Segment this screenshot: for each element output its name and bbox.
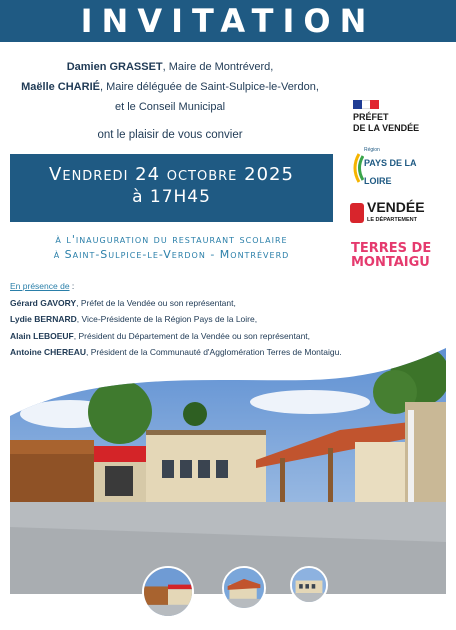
vendee-logo xyxy=(350,200,446,226)
terres-de-montaigu-logo xyxy=(351,242,431,270)
host-line-3: et le Conseil Municipal xyxy=(114,101,226,113)
host-line-1 xyxy=(0,57,340,77)
school-restaurant-photo xyxy=(10,342,446,594)
host-name-1: Damien GRASSET xyxy=(66,61,163,73)
guest-line xyxy=(10,295,450,312)
host-name-2: Maëlle CHARIÉ xyxy=(21,81,100,93)
invite-line: ont le plaisir de vous convier xyxy=(97,129,243,141)
prefet-line-1: PRÉFET xyxy=(353,112,389,122)
hosts-block xyxy=(0,57,340,117)
prefet-logo xyxy=(353,100,443,134)
region-small-label: Région xyxy=(363,147,380,153)
event-date: Vendredi 24 octobre 2025 xyxy=(49,164,294,185)
region-swoosh-icon xyxy=(350,153,364,183)
region-name: PAYS DE LA LOIRE xyxy=(363,158,417,186)
guest-name: Gérard GAVORY xyxy=(10,297,77,308)
region-logo xyxy=(350,147,446,186)
guest-line xyxy=(10,311,450,328)
vendee-heart-icon xyxy=(350,203,364,223)
prefet-line-2: DE LA VENDÉE xyxy=(353,123,420,133)
host-role-1: , Maire de Montréverd, xyxy=(162,61,274,73)
thumbnail-photo-1 xyxy=(142,566,194,618)
guest-name: Alain LEBOEUF xyxy=(10,330,74,341)
terres-line-1: TERRES DE xyxy=(351,241,432,256)
guest-role: , Président de la Communauté d'Agglomération Terres de Montaigu. xyxy=(86,347,342,357)
host-line-2 xyxy=(0,77,340,97)
guest-name: Lydie BERNARD xyxy=(10,314,77,324)
vendee-subtitle: LE DÉPARTEMENT xyxy=(367,216,418,223)
header-banner xyxy=(0,0,456,42)
event-description xyxy=(0,232,343,262)
presence-title: En présence de xyxy=(10,281,70,291)
thumbnail-photo-2 xyxy=(222,566,266,610)
guest-role: , Vice-Présidente de la Région Pays de la Loire, xyxy=(76,314,258,324)
date-box xyxy=(10,154,333,222)
event-time: à 17H45 xyxy=(132,187,211,207)
event-line-1: à l'inauguration du restaurant scolaire xyxy=(55,233,288,246)
guest-name: Antoine CHEREAU xyxy=(10,347,87,357)
host-role-2: , Maire déléguée de Saint-Sulpice-le-Verdon, xyxy=(99,81,319,93)
terres-line-2: MONTAIGU xyxy=(351,255,430,270)
presence-title-suffix: : xyxy=(69,281,75,291)
thumbnail-strip xyxy=(0,566,456,626)
invitation-title: INVITATION xyxy=(80,2,376,40)
event-line-2: à Saint-Sulpice-le-Verdon - Montréverd xyxy=(53,248,290,261)
thumbnail-photo-3 xyxy=(290,566,328,604)
vendee-name: VENDÉE xyxy=(367,198,425,215)
guest-role: , Préfet de la Vendée ou son représentant, xyxy=(76,297,236,308)
presence-heading xyxy=(10,278,450,295)
french-flag-icon xyxy=(353,100,379,109)
guest-role: , Président du Département de la Vendée ou son représentant, xyxy=(73,330,311,341)
